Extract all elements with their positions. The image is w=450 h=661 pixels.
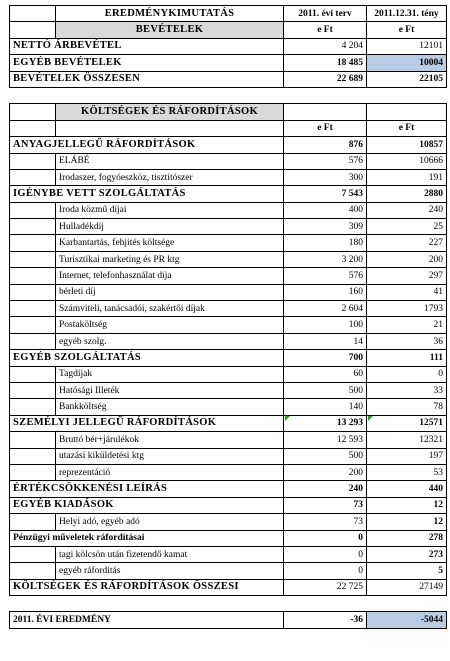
cost-item-row — [10, 235, 447, 251]
cost-item-label[interactable]: Helyi adó, egyéb adó — [56, 514, 284, 530]
cost-item-plan[interactable]: 160 — [284, 284, 367, 300]
cost-item-actual[interactable]: 36 — [367, 333, 447, 349]
cost-item-label[interactable]: Hatósági Illeték — [56, 382, 284, 398]
cost-item-row — [10, 448, 447, 464]
cost-item-row — [10, 153, 447, 169]
cost-group-actual[interactable]: 12 — [367, 497, 447, 513]
cost-item-row — [10, 284, 447, 300]
cost-item-label[interactable]: Postaköltség — [56, 317, 284, 333]
income-actual[interactable]: 12101 — [367, 38, 447, 54]
income-label[interactable]: EGYÉB BEVÉTELEK — [10, 55, 284, 71]
cost-item-row — [10, 563, 447, 579]
costs-total-actual[interactable]: 27149 — [367, 579, 447, 595]
cost-item-plan[interactable]: 73 — [284, 514, 367, 530]
cost-item-row — [10, 317, 447, 333]
cost-group-actual[interactable]: 12571 — [367, 415, 447, 431]
cost-group-row — [10, 415, 447, 431]
header-row — [10, 6, 447, 22]
income-label[interactable]: NETTÓ ÁRBEVÉTEL — [10, 38, 284, 54]
cost-item-row — [10, 268, 447, 284]
cost-group-plan[interactable]: 13 293 — [284, 415, 367, 431]
cell-blank[interactable] — [10, 333, 56, 349]
spacer-row — [10, 596, 447, 612]
cell-blank[interactable] — [10, 399, 56, 415]
cost-item-actual[interactable]: 53 — [367, 464, 447, 480]
result-actual[interactable]: -5044 — [367, 612, 447, 628]
cost-item-actual[interactable]: 21 — [367, 317, 447, 333]
cost-group-plan[interactable]: 7 543 — [284, 186, 367, 202]
cost-item-plan[interactable]: 180 — [284, 235, 367, 251]
cost-item-label[interactable]: ELÁBÉ — [56, 153, 284, 169]
cost-item-plan[interactable]: 60 — [284, 366, 367, 382]
result-plan[interactable]: -36 — [284, 612, 367, 628]
cost-item-row — [10, 382, 447, 398]
cost-item-row — [10, 366, 447, 382]
cost-item-label[interactable]: egyéb szolg. — [56, 333, 284, 349]
cost-item-plan[interactable]: 576 — [284, 268, 367, 284]
cost-item-actual[interactable]: 12 — [367, 514, 447, 530]
cost-item-actual[interactable]: 191 — [367, 169, 447, 185]
cost-item-row — [10, 514, 447, 530]
cost-group-row — [10, 137, 447, 153]
cost-item-actual[interactable]: 197 — [367, 448, 447, 464]
cost-group-actual[interactable]: 278 — [367, 530, 447, 546]
spacer-row — [10, 87, 447, 103]
cost-group-plan[interactable]: 73 — [284, 497, 367, 513]
cost-item-actual[interactable]: 10666 — [367, 153, 447, 169]
cost-item-label[interactable]: tagi kölcsön után fizetendő kamat — [56, 546, 284, 562]
comment-marker-icon — [368, 416, 373, 421]
cost-group-plan[interactable]: 700 — [284, 350, 367, 366]
cost-item-label[interactable]: Bruttó bér+járulékok — [56, 432, 284, 448]
cost-item-row — [10, 301, 447, 317]
col-header-plan[interactable]: 2011. évi terv — [284, 6, 367, 22]
cell-blank[interactable] — [10, 464, 56, 480]
cost-item-actual[interactable]: 78 — [367, 399, 447, 415]
cost-item-actual[interactable]: 41 — [367, 284, 447, 300]
cost-item-plan[interactable]: 400 — [284, 202, 367, 218]
cost-item-actual[interactable]: 0 — [367, 366, 447, 382]
cost-item-plan[interactable]: 0 — [284, 546, 367, 562]
income-actual[interactable]: 10004 — [367, 55, 447, 71]
cell-blank[interactable] — [367, 104, 447, 120]
unit-actual[interactable]: e Ft — [367, 22, 447, 38]
cost-group-actual[interactable]: 10857 — [367, 137, 447, 153]
cost-group-plan[interactable]: 876 — [284, 137, 367, 153]
cell-blank[interactable] — [56, 120, 284, 136]
cost-group-label[interactable]: EGYÉB KIADÁSOK — [10, 497, 284, 513]
cost-item-label[interactable]: egyéb ráforditás — [56, 563, 284, 579]
cost-group-label[interactable]: IGÉNYBE VETT SZOLGÁLTATÁS — [10, 186, 284, 202]
income-row — [10, 38, 447, 54]
spacer-cell[interactable] — [10, 596, 447, 612]
cost-item-label[interactable]: Iroda közmű díjai — [56, 202, 284, 218]
cost-group-label[interactable]: EGYÉB SZOLGÁLTATÁS — [10, 350, 284, 366]
cost-item-plan[interactable]: 140 — [284, 399, 367, 415]
cost-group-row — [10, 350, 447, 366]
income-statement-table — [9, 5, 447, 629]
cell-blank[interactable] — [10, 301, 56, 317]
unit-actual[interactable]: e Ft — [367, 120, 447, 136]
cost-item-label[interactable]: Irodaszer, fogyóeszköz, tisztítószer — [56, 169, 284, 185]
costs-section-label[interactable]: KÖLTSÉGEK ÉS RÁFORDÍTÁSOK — [56, 104, 284, 120]
cost-item-actual[interactable]: 33 — [367, 382, 447, 398]
cost-item-row — [10, 169, 447, 185]
cost-group-actual[interactable]: 111 — [367, 350, 447, 366]
cost-item-row — [10, 546, 447, 562]
costs-section-row — [10, 104, 447, 120]
cost-item-actual[interactable]: 5 — [367, 563, 447, 579]
cost-item-row — [10, 219, 447, 235]
cell-blank[interactable] — [10, 366, 56, 382]
cost-item-actual[interactable]: 227 — [367, 235, 447, 251]
unit-plan[interactable]: e Ft — [284, 22, 367, 38]
cost-item-label[interactable]: Turisztikai marketing és PR ktg — [56, 251, 284, 267]
cell-blank[interactable] — [10, 317, 56, 333]
cell-blank[interactable] — [10, 284, 56, 300]
cost-item-row — [10, 399, 447, 415]
cell-blank[interactable] — [10, 432, 56, 448]
cost-item-label[interactable]: utazási kiküldetési ktg — [56, 448, 284, 464]
cost-item-actual[interactable]: 12321 — [367, 432, 447, 448]
cost-group-label[interactable]: ÉRTÉKCSÖKKENÉSI LEÍRÁS — [10, 481, 284, 497]
cost-group-plan[interactable]: 0 — [284, 530, 367, 546]
cost-item-plan[interactable]: 0 — [284, 563, 367, 579]
cost-group-label[interactable]: ANYAGJELLEGŰ RÁFORDÍTÁSOK — [10, 137, 284, 153]
cost-item-plan[interactable]: 500 — [284, 382, 367, 398]
cost-item-plan[interactable]: 12 593 — [284, 432, 367, 448]
cost-group-plan[interactable]: 240 — [284, 481, 367, 497]
cell-blank[interactable] — [10, 169, 56, 185]
cost-group-row — [10, 481, 447, 497]
cost-item-plan[interactable]: 100 — [284, 317, 367, 333]
cost-group-row — [10, 497, 447, 513]
cell-blank[interactable] — [10, 514, 56, 530]
cost-item-label[interactable]: reprezentáció — [56, 464, 284, 480]
cost-item-plan[interactable]: 2 604 — [284, 301, 367, 317]
cost-group-row — [10, 530, 447, 546]
cell-blank[interactable] — [10, 448, 56, 464]
costs-unit-row — [10, 120, 447, 136]
cost-item-label[interactable]: Tagdíjak — [56, 366, 284, 382]
cost-item-label[interactable]: Karbantartás, fehjités költsége — [56, 235, 284, 251]
cost-group-row — [10, 186, 447, 202]
income-plan[interactable]: 18 485 — [284, 55, 367, 71]
cost-item-actual[interactable]: 297 — [367, 268, 447, 284]
cell-blank[interactable] — [10, 202, 56, 218]
income-section-row — [10, 22, 447, 38]
cost-item-label[interactable]: bérleti díj — [56, 284, 284, 300]
cost-item-row — [10, 333, 447, 349]
cost-item-actual[interactable]: 1793 — [367, 301, 447, 317]
cost-item-label[interactable]: Internet, telefonhasználat díja — [56, 268, 284, 284]
costs-total-row — [10, 579, 447, 595]
cost-item-plan[interactable]: 500 — [284, 448, 367, 464]
cost-item-row — [10, 432, 447, 448]
income-row — [10, 55, 447, 71]
cost-group-actual[interactable]: 440 — [367, 481, 447, 497]
comment-marker-icon — [285, 416, 290, 421]
cost-item-actual[interactable]: 25 — [367, 219, 447, 235]
cost-item-label[interactable]: Bankköltség — [56, 399, 284, 415]
costs-total-label[interactable]: KÖLTSÉGEK ÉS RÁFORDÍTÁSOK ÖSSZESI — [10, 579, 284, 595]
cost-item-plan[interactable]: 309 — [284, 219, 367, 235]
income-plan[interactable]: 22 689 — [284, 71, 367, 87]
cell-blank[interactable] — [10, 120, 56, 136]
income-row — [10, 71, 447, 87]
cell-blank[interactable] — [284, 104, 367, 120]
unit-plan[interactable]: e Ft — [284, 120, 367, 136]
cost-item-plan[interactable]: 300 — [284, 169, 367, 185]
cell-blank[interactable] — [10, 546, 56, 562]
cell-blank[interactable] — [10, 104, 56, 120]
costs-total-plan[interactable]: 22 725 — [284, 579, 367, 595]
cost-item-plan[interactable]: 200 — [284, 464, 367, 480]
cost-item-row — [10, 464, 447, 480]
cost-item-label[interactable]: Hulladékdíj — [56, 219, 284, 235]
cost-item-plan[interactable]: 14 — [284, 333, 367, 349]
cell-blank[interactable] — [10, 153, 56, 169]
cost-item-label[interactable]: Számviteli, tanácsadói, szakértői díjak — [56, 301, 284, 317]
cost-group-label[interactable]: Pénzügyi műveletek ráfordításai — [10, 530, 284, 546]
cost-group-actual[interactable]: 2880 — [367, 186, 447, 202]
result-label[interactable]: 2011. ÉVI EREDMÉNY — [10, 612, 284, 628]
cost-item-actual[interactable]: 240 — [367, 202, 447, 218]
cell-blank[interactable] — [10, 268, 56, 284]
spacer-cell[interactable] — [10, 87, 447, 103]
statement-title[interactable]: EREDMÉNYKIMUTATÁS — [56, 6, 284, 22]
cell-blank[interactable] — [10, 251, 56, 267]
cost-item-row — [10, 202, 447, 218]
cell-blank[interactable] — [10, 563, 56, 579]
cost-item-actual[interactable]: 273 — [367, 546, 447, 562]
income-statement-body — [10, 6, 447, 629]
result-row — [10, 612, 447, 628]
income-plan[interactable]: 4 204 — [284, 38, 367, 54]
cell-blank[interactable] — [10, 382, 56, 398]
cell-blank[interactable] — [10, 6, 56, 22]
income-actual[interactable]: 22105 — [367, 71, 447, 87]
cost-item-row — [10, 251, 447, 267]
cost-group-label[interactable]: SZEMÉLYI JELLEGŰ RÁFORDÍTÁSOK — [10, 415, 284, 431]
cell-blank[interactable] — [10, 22, 56, 38]
cell-blank[interactable] — [10, 219, 56, 235]
cell-blank[interactable] — [10, 235, 56, 251]
cost-item-actual[interactable]: 200 — [367, 251, 447, 267]
income-label[interactable]: BEVÉTELEK ÖSSZESEN — [10, 71, 284, 87]
cost-item-plan[interactable]: 3 200 — [284, 251, 367, 267]
col-header-actual[interactable]: 2011.12.31. tény — [367, 6, 447, 22]
income-section-label[interactable]: BEVÉTELEK — [56, 22, 284, 38]
cost-item-plan[interactable]: 576 — [284, 153, 367, 169]
